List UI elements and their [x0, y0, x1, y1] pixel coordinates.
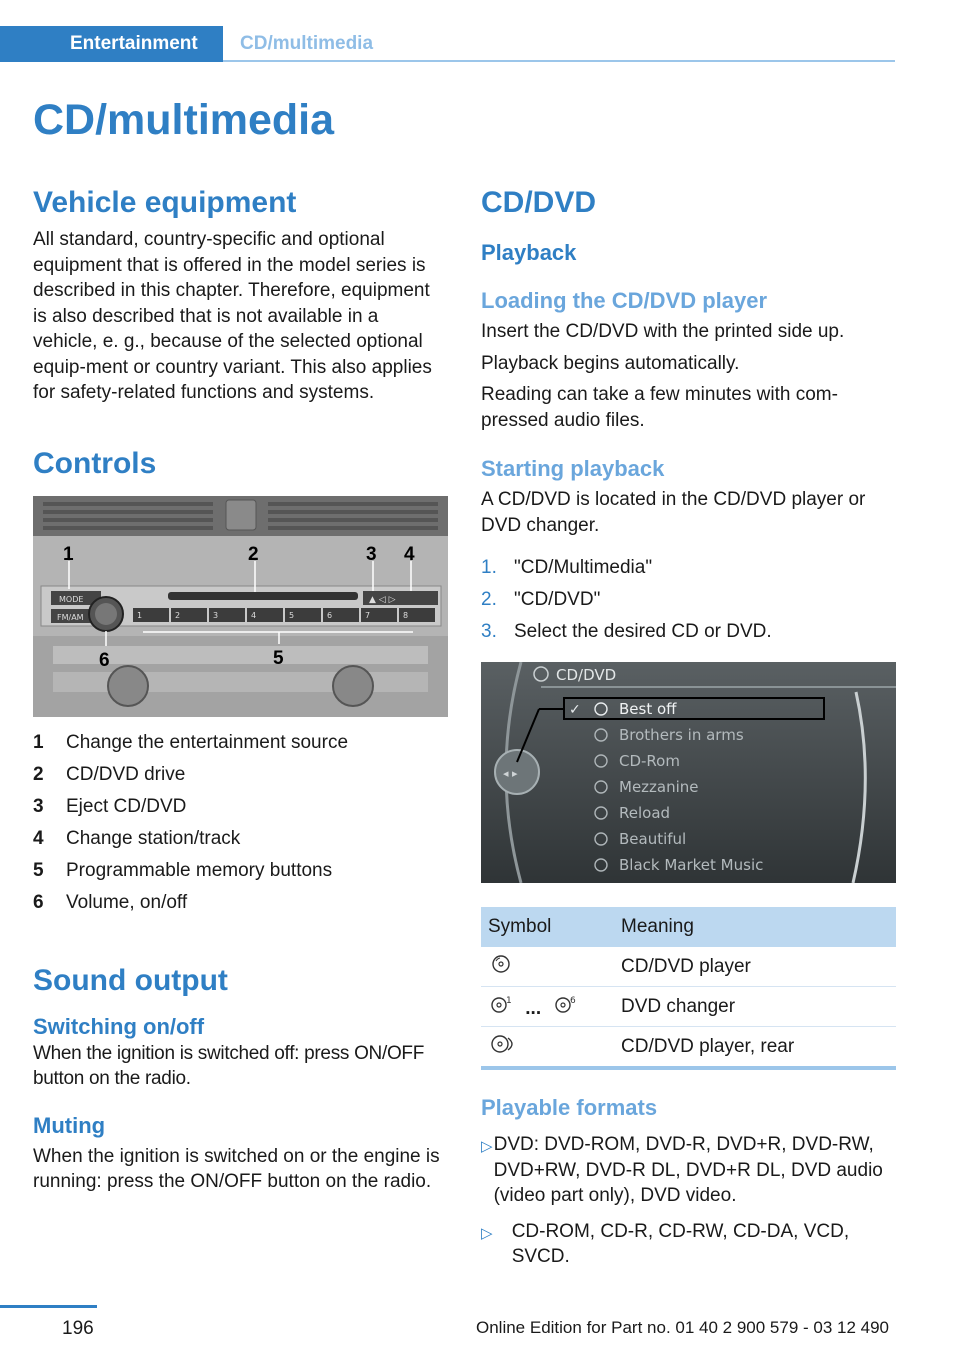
callout-5: 5: [273, 647, 284, 669]
callout-6: 6: [99, 649, 110, 671]
loading-heading: Loading the CD/DVD player: [481, 288, 768, 313]
preset-label-8: 8: [403, 610, 409, 620]
preset-label-7: 7: [365, 610, 371, 620]
page-title: CD/multimedia: [33, 96, 335, 144]
table-header-row: [481, 907, 896, 947]
screen-list-item: Best off: [619, 700, 677, 718]
screen-list-item: Brothers in arms: [619, 726, 744, 744]
fmam-button-label: FM/AM: [57, 612, 84, 622]
preset-label-2: 2: [175, 610, 181, 620]
list-item: 1 Change the entertainment source: [33, 731, 349, 753]
bullet-triangle-icon: ▷: [481, 1138, 493, 1155]
footer-divider: [0, 1305, 97, 1308]
starting-text: A CD/DVD is located in the CD/DVD player or DVD changer.: [481, 489, 866, 536]
tab-cd-multimedia[interactable]: CD/multimedia: [240, 33, 374, 54]
steps-list: [481, 552, 896, 648]
table-header-symbol: Symbol: [481, 907, 614, 947]
header-divider: [223, 60, 895, 62]
preset-label-5: 5: [289, 610, 295, 620]
header-tabs: [0, 26, 895, 62]
list-item: 1. "CD/Multimedia": [481, 557, 653, 578]
table-cell-meaning: DVD changer: [614, 987, 896, 1027]
cd-dvd-screen: [481, 662, 896, 883]
playable-formats-heading: Playable formats: [481, 1095, 658, 1120]
switching-heading: Switching on/off: [33, 1013, 205, 1039]
screen-list-item: Black Market Music: [619, 856, 764, 874]
vehicle-equipment-text: All standard, country-specific and optional equipment that is offered in the model series is described in this chapter. Therefore, equipment is also described that is not available in a vehicle, e. g., because of the selected optional equip‐ment or country variant. This also applies for safety-related functions and systems.: [33, 229, 432, 403]
list-item: ▷ DVD: DVD-ROM, DVD-R, DVD+R, DVD-RW, DVD+RW, DVD-R DL, DVD+R DL, DVD audio (video part only), DVD video.: [481, 1132, 896, 1209]
table-cell-meaning: CD/DVD player, rear: [614, 1027, 896, 1069]
muting-text: When the ignition is switched on or the engine is running: press the ON/OFF button on the radio.: [33, 1145, 440, 1192]
playback-heading: Playback: [481, 240, 577, 265]
list-item: 3 Eject CD/DVD: [33, 795, 187, 817]
screen-list-item: Mezzanine: [619, 778, 699, 796]
screen-list-item: Reload: [619, 804, 671, 822]
table-row: [481, 987, 896, 1027]
footer-edition: Online Edition for Part no. 01 40 2 900 579 - 03 12 490: [476, 1318, 890, 1337]
table-row: [481, 1027, 896, 1069]
vehicle-equipment-heading: Vehicle equipment: [33, 186, 297, 219]
muting-heading: Muting: [33, 1112, 106, 1138]
left-column: [33, 185, 448, 1195]
svg-text:◂ ▸: ◂ ▸: [503, 767, 518, 780]
cd-dvd-heading: CD/DVD: [481, 186, 597, 219]
idrive-screen-illustration: [481, 662, 896, 883]
symbol-table: [481, 907, 896, 1070]
list-item: 3. Select the desired CD or DVD.: [481, 621, 772, 642]
svg-text:✓: ✓: [569, 702, 581, 718]
table-header-meaning: Meaning: [614, 907, 896, 947]
tab-entertainment[interactable]: Entertainment: [0, 26, 223, 62]
table-cell-meaning: CD/DVD player: [614, 947, 896, 987]
svg-text:6: 6: [570, 995, 577, 1006]
page-number: 196: [62, 1318, 94, 1339]
radio-panel-illustration: [33, 496, 448, 717]
right-column: [481, 185, 896, 1280]
formats-list: [481, 1132, 896, 1270]
preset-label-1: 1: [137, 610, 143, 620]
switching-text: When the ignition is switched off: press ON/OFF button on the radio.: [33, 1042, 425, 1089]
list-item: 2 CD/DVD drive: [33, 763, 186, 785]
screen-title: CD/DVD: [556, 666, 617, 684]
svg-text:1: 1: [506, 995, 512, 1006]
preset-label-3: 3: [213, 610, 219, 620]
list-item: 5 Programmable memory buttons: [33, 859, 333, 881]
screen-list-item: CD-Rom: [619, 752, 680, 770]
screen-list-item: Beautiful: [619, 830, 687, 848]
bullet-triangle-icon: ▷: [481, 1224, 493, 1242]
starting-heading: Starting playback: [481, 456, 665, 481]
sound-output-heading: Sound output: [33, 963, 228, 997]
loading-text-3: Reading can take a few minutes with com‐pressed audio files.: [481, 384, 838, 431]
callout-2: 2: [248, 543, 259, 565]
callout-1: 1: [63, 543, 74, 565]
preset-label-4: 4: [251, 610, 257, 620]
callout-4: 4: [404, 543, 415, 565]
list-item: ▷ CD-ROM, CD-R, CD-RW, CD-DA, VCD, SVCD.: [481, 1219, 896, 1270]
table-row: [481, 947, 896, 987]
disc-rear-icon: [481, 1027, 614, 1069]
list-item: 6 Volume, on/off: [33, 891, 188, 913]
list-item: 4 Change station/track: [33, 827, 241, 849]
disc-changer-icon: 1 ... 6: [481, 987, 614, 1027]
loading-text-1: Insert the CD/DVD with the printed side up.: [481, 321, 845, 342]
disc-icon: [481, 947, 614, 987]
preset-label-6: 6: [327, 610, 333, 620]
callout-3: 3: [366, 543, 377, 565]
controls-image: [33, 496, 448, 717]
controls-heading: Controls: [33, 446, 157, 480]
mode-button-label: MODE: [59, 594, 84, 604]
list-item: 2. "CD/DVD": [481, 589, 601, 610]
controls-list: [33, 727, 448, 919]
svg-text:▲ ◁ ▷: ▲ ◁ ▷: [369, 594, 396, 605]
loading-text-2: Playback begins automatically.: [481, 352, 740, 374]
